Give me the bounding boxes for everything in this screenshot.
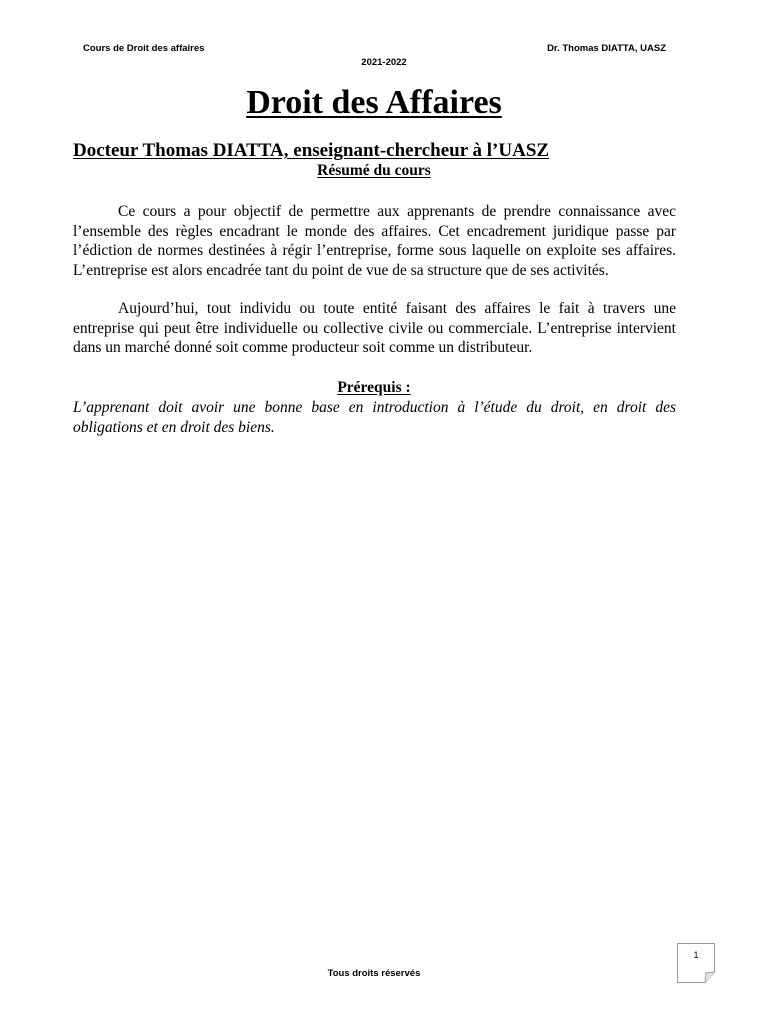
document-title-text: Droit des Affaires xyxy=(246,84,502,121)
document-title xyxy=(0,84,748,122)
summary-paragraph-2: Aujourd’hui, tout individu ou toute entité faisant des affaires le fait à travers une entreprise qui peut être individuelle ou collective civile ou commerciale. L’entreprise intervient dans un marché donné soit comme producteur soit comme un distributeur. xyxy=(73,300,676,356)
prerequisites-heading: Prérequis : xyxy=(337,379,411,396)
footer-rights: Tous droits réservés xyxy=(327,968,421,979)
summary-heading: Résumé du cours xyxy=(317,162,431,179)
summary-paragraph-1: Ce cours a pour objectif de permettre aux apprenants de prendre connaissance avec l’ensemble des règles encadrant le monde des affaires. Cet encadrement juridique passe par l’édiction de normes destinées à régir l’entreprise, forme sous laquelle on exploite ses affaires. L’entreprise est alors encadrée tant du point de vue de sa structure que de ses activités. xyxy=(73,203,676,279)
header-academic-year: 2021-2022 xyxy=(361,57,407,68)
page-number: 1 xyxy=(693,950,699,960)
author-line: Docteur Thomas DIATTA, enseignant-chercheur à l’UASZ xyxy=(73,140,550,161)
prerequisites-text: L’apprenant doit avoir une bonne base en introduction à l’étude du droit, en droit des obligations et en droit des biens. xyxy=(73,399,676,436)
header-course-name: Cours de Droit des affaires xyxy=(83,43,205,54)
header-author: Dr. Thomas DIATTA, UASZ xyxy=(547,43,666,54)
